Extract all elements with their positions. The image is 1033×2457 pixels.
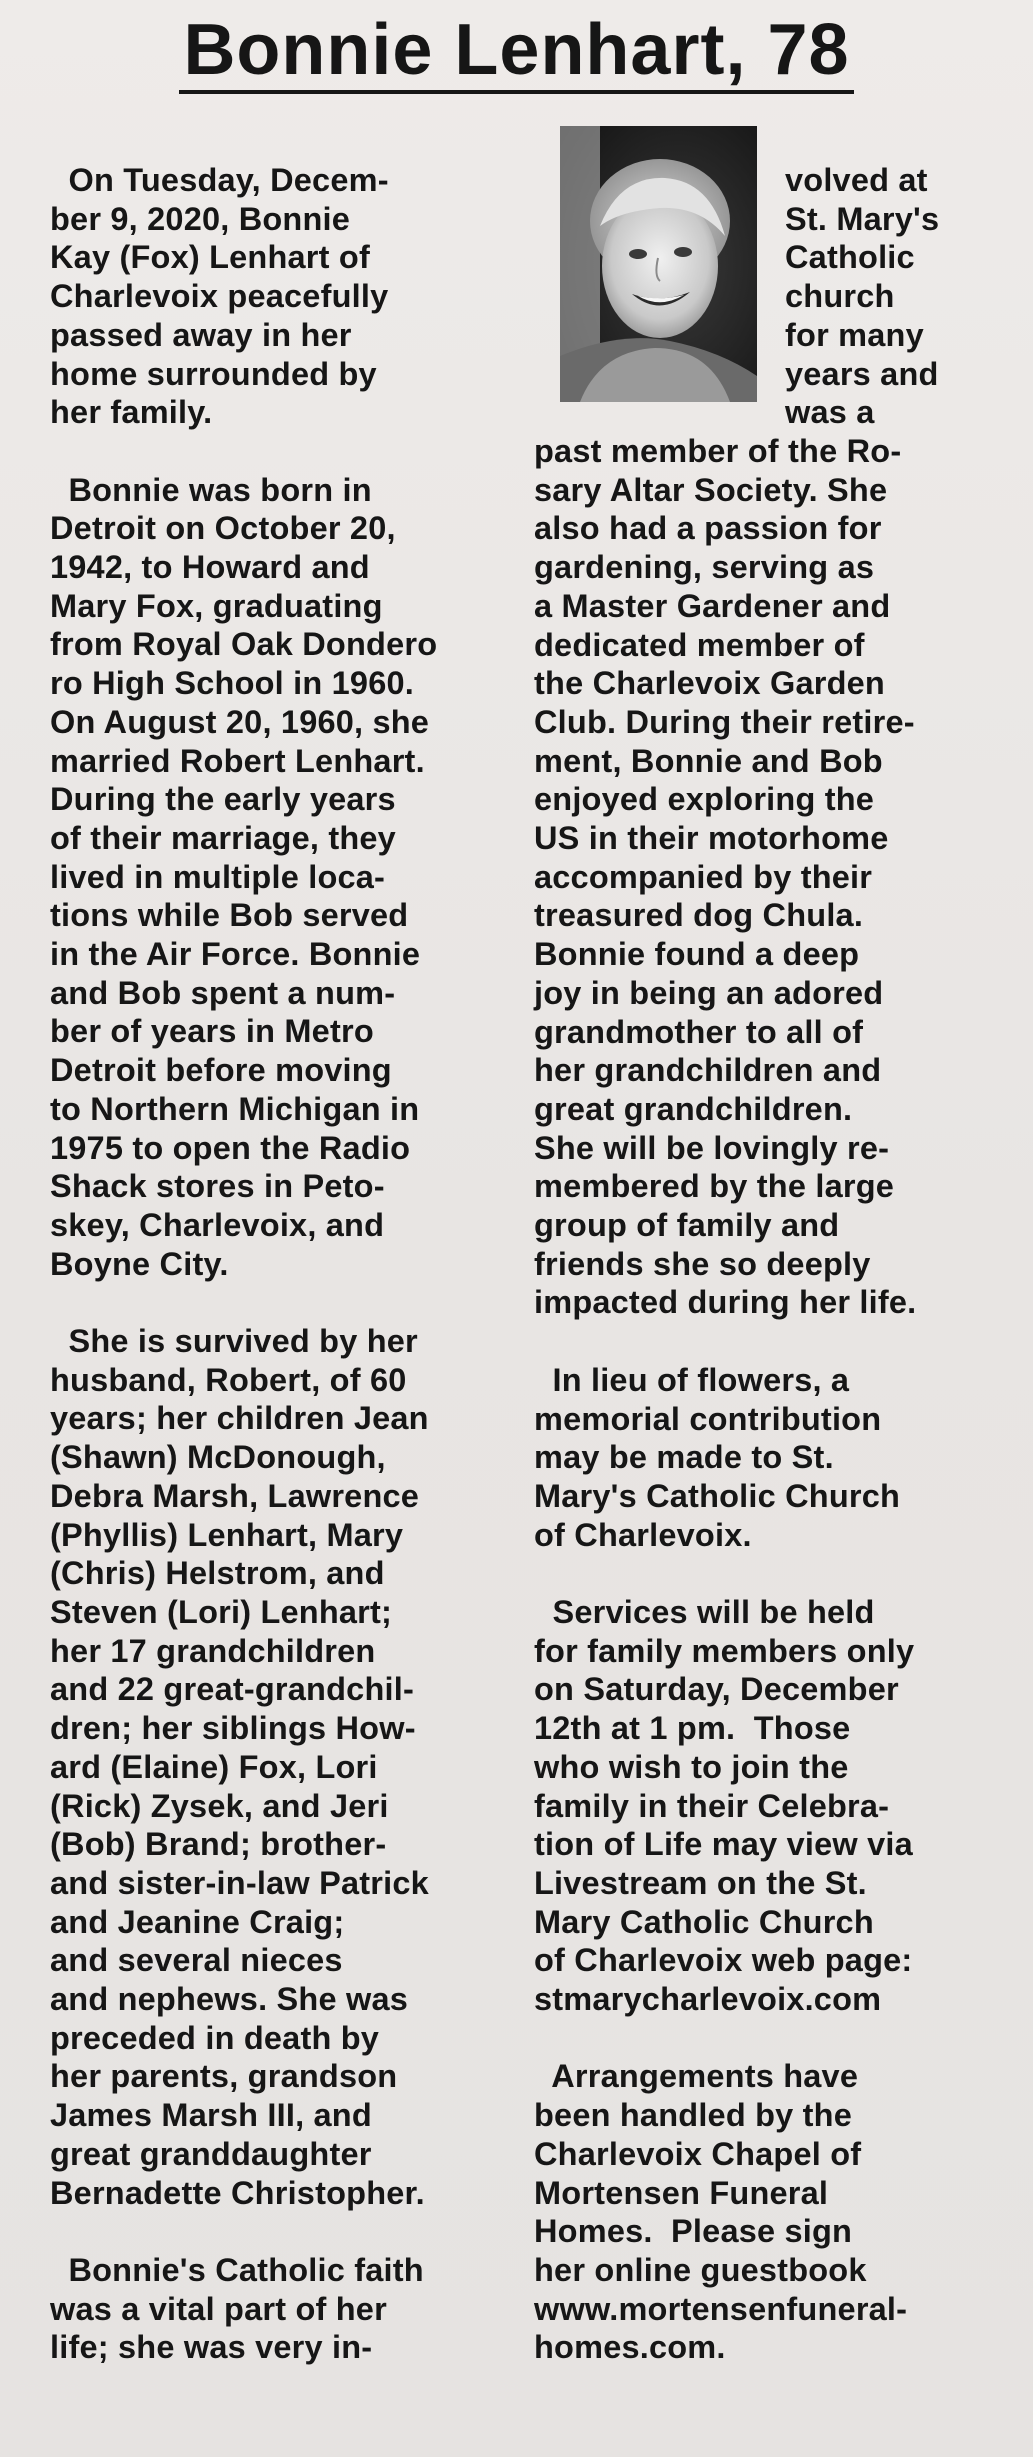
paragraph-services: Services will be held for family members only on Saturday, December 12th at 1 pm. Those who wish to join the family in their Celebra- tion of Life may view via Livestream on the St. Mary Catholic Church of Charlevoix web page: stmarycharlevoix.com	[534, 1594, 915, 2018]
paragraph-memorial: In lieu of flowers, a memorial contribution may be made to St. Mary's Catholic Church of Charlevoix.	[534, 1361, 901, 1553]
paragraph-faith-start: Bonnie's Catholic faith was a vital part of her life; she was very in-	[50, 2251, 424, 2366]
paragraph-faith-end: past member of the Ro- sary Altar Society. She also had a passion for gardening, serving as a Master Gardener and dedicated member of the Charlevoix Garden Club. During their retire- ment, Bonnie and Bob enjoyed exploring the US in their motorhome accompanied by their treasured dog Chula. Bonnie found a deep joy in being an adored grandmother to all of her grandchildren and great grandchildren. She will be lovingly re- membered by the large group of family and friends she so deeply impacted during her life.	[534, 433, 917, 1321]
headline-text: Bonnie Lenhart, 78	[179, 10, 853, 94]
paragraph-arrangements: Arrangements have been handled by the Charlevoix Chapel of Mortensen Funeral Homes. Please sign her online guestbook www.mortensenfuneral- homes.com.	[534, 2058, 908, 2366]
headline	[0, 6, 1033, 94]
portrait-photo	[560, 126, 757, 402]
right-column-beside-photo	[785, 161, 1015, 432]
paragraph-survivors: She is survived by her husband, Robert, of 60 years; her children Jean (Shawn) McDonough, Debra Marsh, Lawrence (Phyllis) Lenhart, Mary (Chris) Helstrom, and Steven (Lori) Lenhart; her 17 grandchildren and 22 great-grandchil- dren; her siblings How- ard (Elaine) Fox, Lori (Rick) Zysek, and Jeri (Bob) Brand; brother- and sister-in-law Patrick and Jeanine Craig; and several nieces and nephews. She was preceded in death by her parents, grandson James Marsh III, and great granddaughter Bernadette Christopher.	[50, 1323, 429, 2211]
paragraph-biography: Bonnie was born in Detroit on October 20, 1942, to Howard and Mary Fox, graduating from Royal Oak Dondero ro High School in 1960. On August 20, 1960, she married Robert Lenhart. During the early years of their marriage, they lived in multiple loca- tions while Bob served in the Air Force. Bonnie and Bob spent a num- ber of years in Metro Detroit before moving to Northern Michigan in 1975 to open the Radio Shack stores in Peto- skey, Charlevoix, and Boyne City.	[50, 471, 438, 1282]
left-column	[50, 161, 510, 2367]
paragraph-faith-continued: volved at St. Mary's Catholic church for many years and was a	[785, 162, 940, 431]
right-column	[534, 432, 1024, 2367]
paragraph-death-notice: On Tuesday, Decem- ber 9, 2020, Bonnie Kay (Fox) Lenhart of Charlevoix peacefully passed away in her home surrounded by her family.	[50, 162, 389, 431]
portrait-photo-icon	[560, 126, 757, 402]
